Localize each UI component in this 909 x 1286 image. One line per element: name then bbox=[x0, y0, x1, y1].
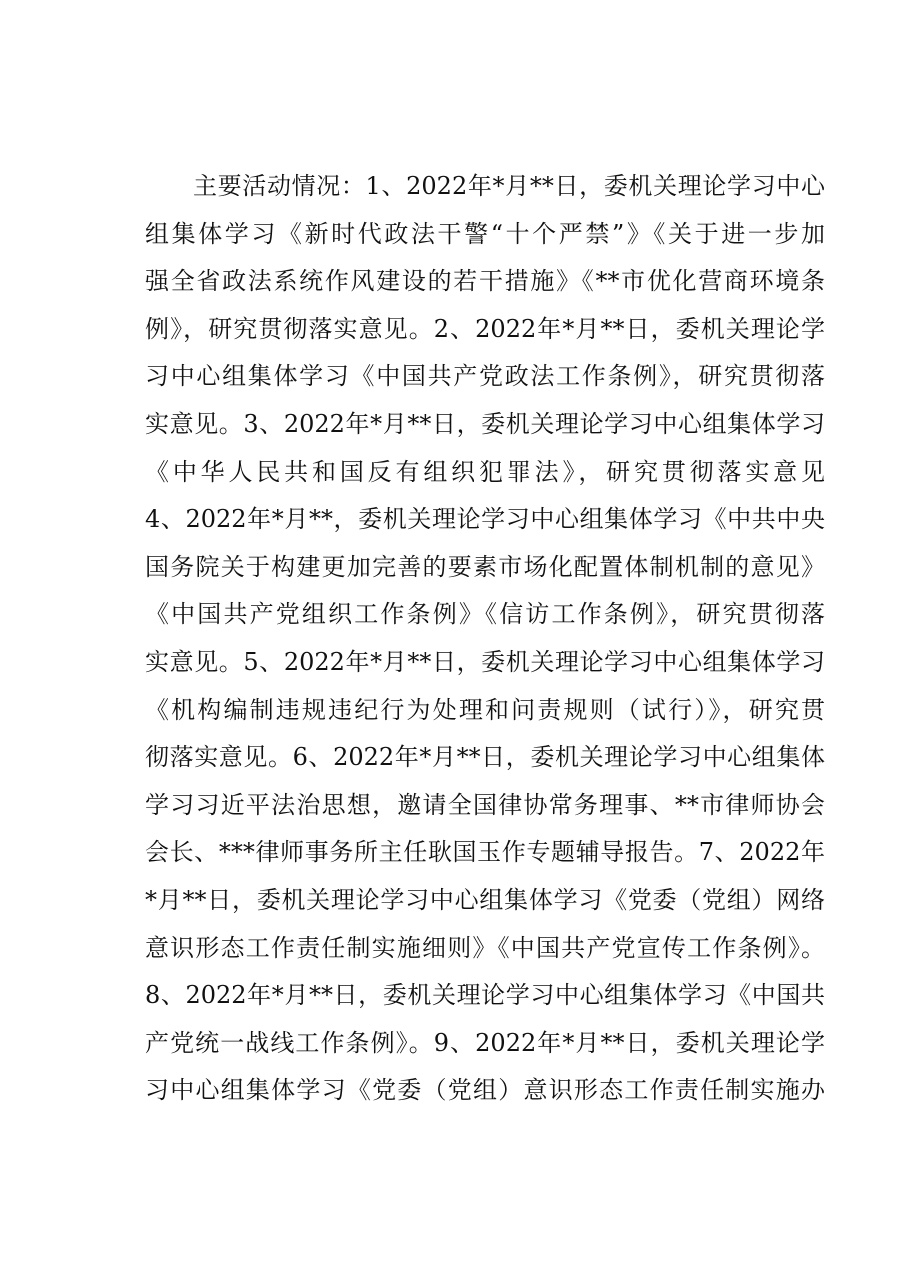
text-line: 意识形态工作责任制实施细则》《中国共产党宣传工作条例》。 bbox=[145, 933, 825, 962]
text-line: 国务院关于构建更加完善的要素市场化配置体制机制的意见》 bbox=[145, 552, 825, 581]
text-line: 强全省政法系统作风建设的若干措施》《**市优化营商环境条 bbox=[145, 267, 825, 296]
text-line: 会长、***律师事务所主任耿国玉作专题辅导报告。7、2022年 bbox=[145, 838, 825, 867]
text-line: *月**日，委机关理论学习中心组集体学习《党委（党组）网络 bbox=[145, 885, 825, 914]
text-line: 彻落实意见。6、2022年*月**日，委机关理论学习中心组集体 bbox=[145, 743, 825, 772]
text-line: 实意见。5、2022年*月**日，委机关理论学习中心组集体学习 bbox=[145, 647, 825, 676]
text-line: 习中心组集体学习《党委（党组）意识形态工作责任制实施办 bbox=[145, 1076, 825, 1105]
text-line: 实意见。3、2022年*月**日，委机关理论学习中心组集体学习 bbox=[145, 409, 825, 438]
text-line: 产党统一战线工作条例》。9、2022年*月**日，委机关理论学 bbox=[145, 1028, 825, 1057]
text-line: 《中国共产党组织工作条例》《信访工作条例》，研究贯彻落 bbox=[145, 600, 825, 629]
body-paragraph bbox=[145, 166, 825, 1118]
text-line: 《机构编制违规违纪行为处理和问责规则（试行）》，研究贯 bbox=[145, 695, 825, 724]
text-line: 例》，研究贯彻落实意见。2、2022年*月**日，委机关理论学 bbox=[145, 314, 825, 343]
text-line: 学习习近平法治思想，邀请全国律协常务理事、**市律师协会 bbox=[145, 790, 825, 819]
text-line: 4、2022年*月**，委机关理论学习中心组集体学习《中共中央 bbox=[145, 505, 825, 534]
text-line: 8、2022年*月**日，委机关理论学习中心组集体学习《中国共 bbox=[145, 981, 825, 1010]
text-line: 主要活动情况：1、2022年*月**日，委机关理论学习中心 bbox=[193, 172, 825, 200]
text-line: 组集体学习《新时代政法干警“十个严禁”》《关于进一步加 bbox=[145, 219, 825, 248]
text-line: 习中心组集体学习《中国共产党政法工作条例》，研究贯彻落 bbox=[145, 362, 825, 391]
text-line: 《中华人民共和国反有组织犯罪法》，研究贯彻落实意见 bbox=[145, 457, 825, 486]
